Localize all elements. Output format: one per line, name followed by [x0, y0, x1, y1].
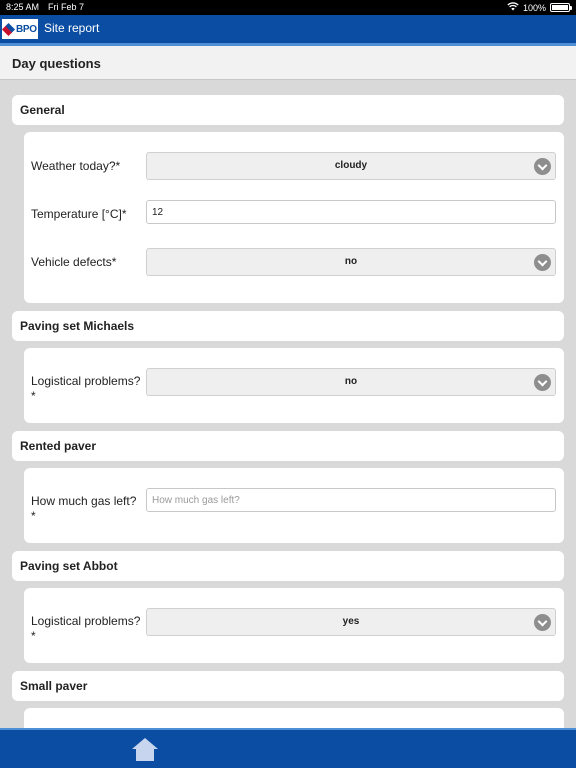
home-icon[interactable] — [132, 738, 158, 762]
section-card-small-paver — [24, 708, 564, 728]
section-header-paving-set-abbot — [12, 551, 564, 581]
gas-left-label: How much gas left?* — [31, 494, 137, 523]
temperature-input[interactable] — [146, 200, 556, 224]
logistical-problems-label: Logistical problems?* — [31, 614, 141, 643]
chevron-down-icon — [534, 374, 551, 391]
logistical-problems-label: Logistical problems?* — [31, 374, 141, 403]
vehicle-defects-select[interactable] — [146, 248, 556, 276]
battery-percent: 100% — [522, 2, 546, 13]
status-date: Fri Feb 7 — [48, 2, 85, 12]
page-title: Day questions — [12, 56, 101, 71]
section-card-general — [24, 132, 564, 303]
bottom-toolbar — [0, 728, 576, 768]
section-card-rented-paver — [24, 468, 564, 543]
logo-mark-icon — [3, 24, 14, 35]
logo-text: BPO — [16, 23, 37, 35]
section-title: General — [20, 103, 65, 117]
status-right — [507, 2, 570, 13]
chevron-down-icon — [534, 254, 551, 271]
page-title-bar — [0, 46, 576, 80]
status-time: 8:25 AM — [6, 2, 40, 12]
section-title: Rented paver — [20, 439, 97, 453]
battery-icon — [550, 3, 570, 12]
section-card-paving-set-michaels — [24, 348, 564, 423]
section-title: Small paver — [20, 679, 88, 693]
logistical-problems-select[interactable] — [146, 608, 556, 636]
section-header-paving-set-michaels — [12, 311, 564, 341]
weather-label: Weather today?* — [31, 159, 121, 173]
bpo-logo — [2, 19, 38, 39]
section-header-rented-paver — [12, 431, 564, 461]
logistical-problems-select-value: no — [344, 376, 358, 387]
gas-left-input[interactable] — [146, 488, 556, 512]
section-header-small-paver — [12, 671, 564, 701]
weather-select-value: cloudy — [334, 160, 368, 171]
status-bar — [0, 0, 576, 15]
section-card-paving-set-abbot — [24, 588, 564, 663]
app-title: Site report — [44, 21, 100, 35]
section-header-general — [12, 95, 564, 125]
app-header — [0, 15, 576, 43]
vehicle-defects-select-value: no — [344, 256, 358, 267]
logistical-problems-select[interactable] — [146, 368, 556, 396]
wifi-icon — [507, 2, 519, 13]
vehicle-defects-label: Vehicle defects* — [31, 255, 117, 269]
section-title: Paving set Abbot — [20, 559, 118, 573]
questions-scroll-area[interactable] — [0, 80, 576, 728]
logistical-problems-select-value: yes — [342, 616, 360, 627]
weather-select[interactable] — [146, 152, 556, 180]
section-title: Paving set Michaels — [20, 319, 135, 333]
chevron-down-icon — [534, 158, 551, 175]
chevron-down-icon — [534, 614, 551, 631]
temperature-label: Temperature [°C]* — [31, 207, 127, 221]
